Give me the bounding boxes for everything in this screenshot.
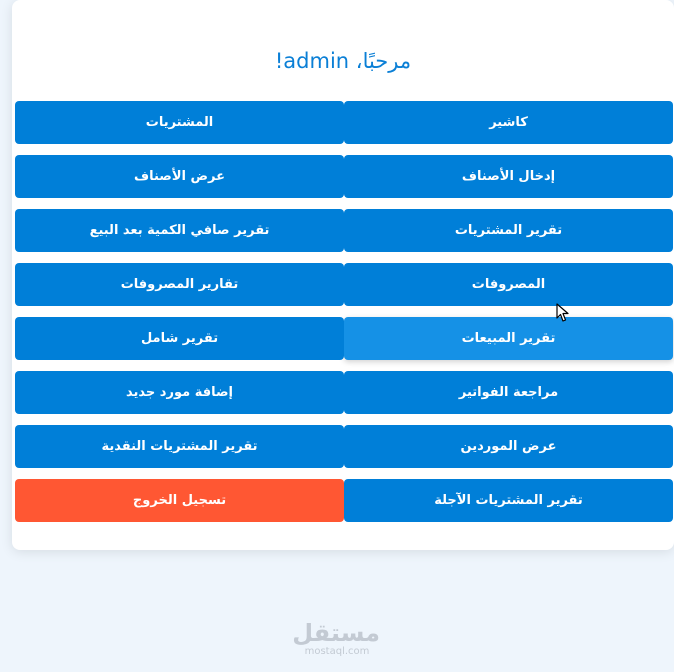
mostaql-watermark-logo: [294, 620, 380, 657]
sales-report-button[interactable]: تقرير المبيعات: [344, 317, 673, 360]
add-items-button[interactable]: إدخال الأصناف: [344, 155, 673, 198]
expenses-button[interactable]: المصروفات: [344, 263, 673, 306]
logout-button[interactable]: تسجيل الخروج: [15, 479, 344, 522]
add-supplier-button[interactable]: إضافة مورد جديد: [15, 371, 344, 414]
cashier-button[interactable]: كاشير: [344, 101, 673, 144]
purchases-button[interactable]: المشتريات: [15, 101, 344, 144]
watermark-latin: mostaql.com: [304, 646, 370, 657]
deferred-purchases-report-button[interactable]: تقرير المشتريات الآجلة: [344, 479, 673, 522]
purchases-report-button[interactable]: تقرير المشتريات: [344, 209, 673, 252]
dashboard-card: [12, 0, 674, 550]
view-items-button[interactable]: عرض الأصناف: [15, 155, 344, 198]
welcome-title: مرحبًا، admin!: [274, 49, 412, 73]
view-suppliers-button[interactable]: عرض الموردين: [344, 425, 673, 468]
watermark-arabic: مستقل: [292, 619, 380, 647]
mouse-cursor-icon: [556, 303, 570, 323]
expenses-reports-button[interactable]: تقارير المصروفات: [15, 263, 344, 306]
cash-purchases-report-button[interactable]: تقرير المشتريات النقدية: [15, 425, 344, 468]
net-quantity-report-button[interactable]: تقرير صافي الكمية بعد البيع: [15, 209, 344, 252]
invoice-review-button[interactable]: مراجعة الفواتير: [344, 371, 673, 414]
full-report-button[interactable]: تقرير شامل: [15, 317, 344, 360]
